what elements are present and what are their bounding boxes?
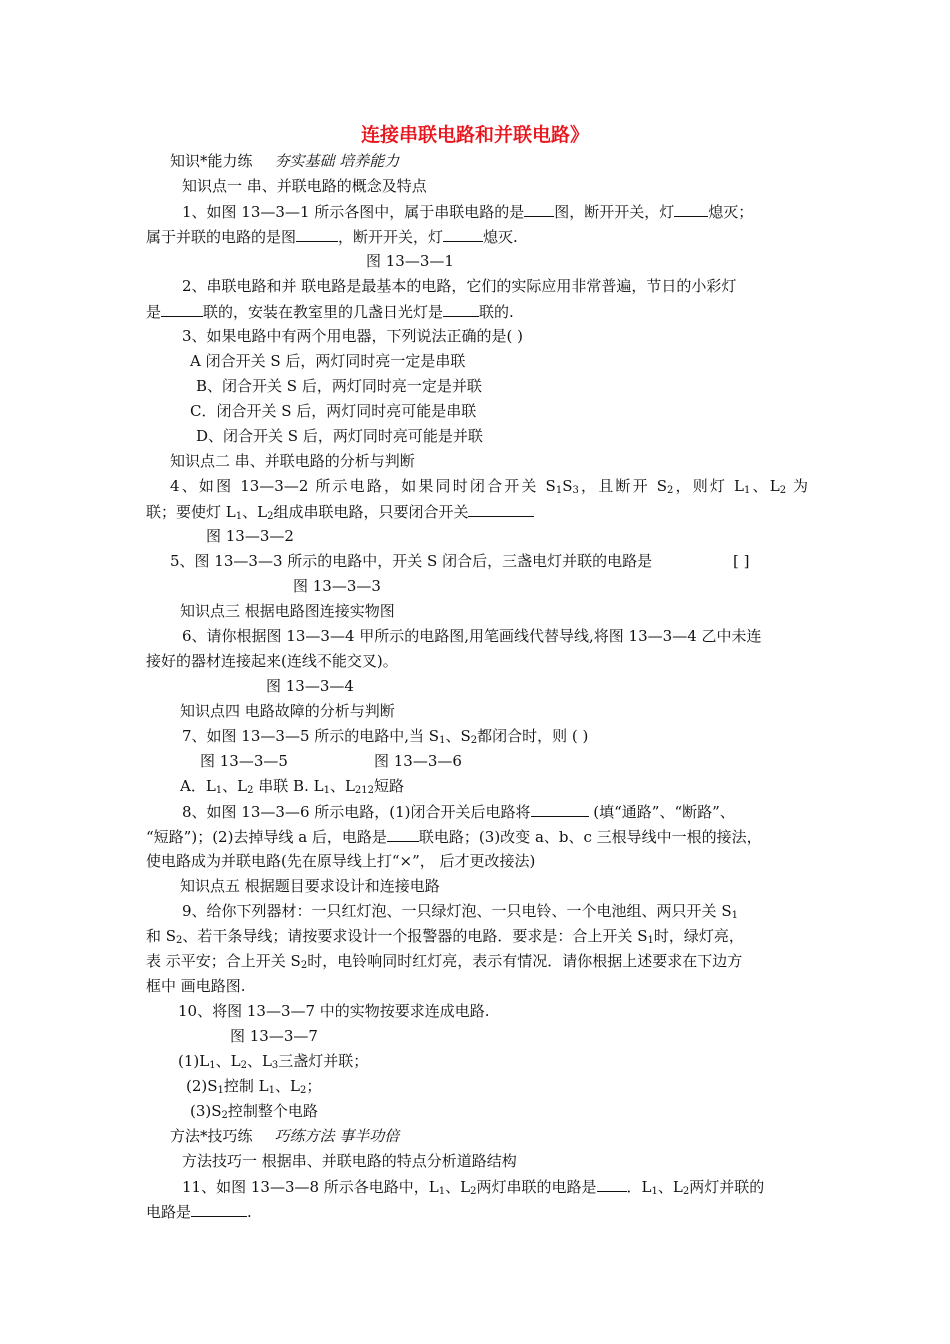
section-label: 知识*能力练 bbox=[170, 152, 253, 170]
question-11-line-2: 电路是 . bbox=[146, 1200, 252, 1223]
question-5-answer-bracket[interactable]: [ ] bbox=[733, 552, 750, 570]
question-10-requirement-1: $(1)L_1$、$L_2$、$L_3$三盏灯并联； bbox=[178, 1052, 369, 1071]
figure-caption: 图 13—3—2 bbox=[206, 527, 294, 545]
answer-blank[interactable] bbox=[387, 825, 419, 842]
question-3-option-a[interactable]: A 闭合开关 S 后，两灯同时亮一定是串联 bbox=[190, 352, 466, 370]
answer-blank[interactable] bbox=[161, 300, 203, 317]
answer-blank[interactable] bbox=[191, 1200, 247, 1217]
method-point-1: 方法技巧一 根据串、并联电路的特点分析道路结构 bbox=[182, 1152, 517, 1170]
answer-blank[interactable] bbox=[524, 200, 554, 217]
question-9-line-4: 框中 画电路图. bbox=[146, 977, 246, 995]
section-header-knowledge bbox=[170, 150, 399, 172]
figure-caption: 图 13—3—1 bbox=[366, 252, 454, 270]
figure-caption: 图 13—3—3 bbox=[293, 577, 381, 595]
question-5: 5、图 13—3—3 所示的电路中，开关 S 闭合后，三盏电灯并联的电路是 bbox=[170, 552, 653, 570]
question-7-stem: 7、如图 13—3—5 所示的电路中,当 $S_1$、$S_2$都闭合时，则 ( ) bbox=[182, 727, 589, 746]
question-1-line-2: 属于并联的电路的是图 ，断开开关，灯 熄灭. bbox=[146, 225, 518, 248]
figure-caption: 图 13—3—4 bbox=[266, 677, 354, 695]
question-9-line-3: 表 示平安；合上开关 $S_2$时，电铃响同时红灯亮，表示有情况．请你根据上述要求在下边方 bbox=[146, 952, 743, 971]
question-3-option-c[interactable]: C．闭合开关 S 后，两灯同时亮可能是串联 bbox=[190, 402, 477, 420]
answer-blank[interactable] bbox=[597, 1175, 627, 1192]
knowledge-point-2: 知识点二 串、并联电路的分析与判断 bbox=[170, 452, 415, 470]
knowledge-point-4: 知识点四 电路故障的分析与判断 bbox=[180, 702, 395, 720]
section-header-method bbox=[170, 1125, 399, 1147]
answer-blank[interactable] bbox=[674, 200, 708, 217]
answer-blank[interactable] bbox=[443, 225, 483, 242]
knowledge-point-5: 知识点五 根据题目要求设计和连接电路 bbox=[180, 877, 440, 895]
figure-caption: 图 13—3—7 bbox=[230, 1027, 318, 1045]
question-8-line-1: 8、如图 13—3—6 所示电路，(1)闭合开关后电路将 (填“通路”、“断路”、 bbox=[182, 800, 735, 823]
question-11-line-1: 11、如图 13—3—8 所示各电路中，$L_1$、$L_2$两灯串联的电路是 ．$L_1$、$L_2$两灯并联的 bbox=[182, 1175, 764, 1198]
question-10-requirement-2: $(2)S_1$控制 $L_1$、$L_2$； bbox=[186, 1077, 322, 1096]
question-10-stem: 10、将图 13—3—7 中的实物按要求连成电路. bbox=[178, 1002, 490, 1020]
question-10-requirement-3: $(3)S_2$控制整个电路 bbox=[190, 1102, 318, 1121]
question-8-line-2: “短路”)；(2)去掉导线 a 后，电路是 联电路；(3)改变 a、b、c 三根导线中一根的接法， bbox=[146, 825, 762, 848]
knowledge-point-3: 知识点三 根据电路图连接实物图 bbox=[180, 602, 395, 620]
question-9-line-1: 9、给你下列器材：一只红灯泡、一只绿灯泡、一只电铃、一个电池组、两只开关 $S_1$ bbox=[182, 902, 738, 921]
answer-blank[interactable] bbox=[443, 300, 479, 317]
question-3-option-d[interactable]: D、闭合开关 S 后，两灯同时亮可能是并联 bbox=[196, 427, 483, 445]
question-8-line-3: 使电路成为并联电路(先在原导线上打“×”， 后才更改接法) bbox=[146, 852, 536, 870]
question-2-line-1: 2、串联电路和并 联电路是最基本的电路，它们的实际应用非常普遍，节日的小彩灯 bbox=[182, 277, 737, 295]
question-4-line-2: 联；要使灯 $L_1$、$L_2$组成串联电路，只要闭合开关 bbox=[146, 500, 534, 523]
question-9-line-2: 和 $S_2$、若干条导线；请按要求设计一个报警器的电路．要求是：合上开关 $S_1$时，绿灯亮， bbox=[146, 927, 744, 946]
section-motto: 夯实基础 培养能力 bbox=[274, 152, 400, 170]
question-3-stem: 3、如果电路中有两个用电器，下列说法正确的是( ) bbox=[182, 327, 524, 345]
answer-blank[interactable] bbox=[296, 225, 338, 242]
question-2-line-2: 是 联的，安装在教室里的几盏日光灯是 联的. bbox=[146, 300, 514, 323]
section-motto: 巧练方法 事半功倍 bbox=[274, 1127, 400, 1145]
question-1-line-1: 1、如图 13—3—1 所示各图中，属于串联电路的是 图，断开开关，灯 熄灭； bbox=[182, 200, 753, 223]
figure-caption: 图 13—3—6 bbox=[374, 752, 462, 770]
question-6-line-1: 6、请你根据图 13—3—4 甲所示的电路图,用笔画线代替导线,将图 13—3—4 乙中未连 bbox=[182, 627, 762, 645]
knowledge-point-1: 知识点一 串、并联电路的概念及特点 bbox=[182, 177, 427, 195]
page-title: 连接串联电路和并联电路》 bbox=[360, 124, 589, 146]
question-3-option-b[interactable]: B、闭合开关 S 后，两灯同时亮一定是并联 bbox=[196, 377, 482, 395]
answer-blank[interactable] bbox=[531, 800, 589, 817]
figure-caption: 图 13—3—5 bbox=[200, 752, 288, 770]
answer-blank[interactable] bbox=[468, 500, 534, 517]
question-6-line-2: 接好的器材连接起来(连线不能交叉)。 bbox=[146, 652, 398, 670]
question-7-options: A．$L_1$、$L_2$ 串联 B. $L_1$、$L_{212}$短路 bbox=[180, 777, 405, 796]
question-4-line-1: 4、如图 13—3—2 所示电路，如果同时闭合开关 $S_1S_3$，且断开 $S_2$，则灯 $L_1$、$L_2$ 为 bbox=[170, 477, 809, 496]
section-label: 方法*技巧练 bbox=[170, 1127, 253, 1145]
